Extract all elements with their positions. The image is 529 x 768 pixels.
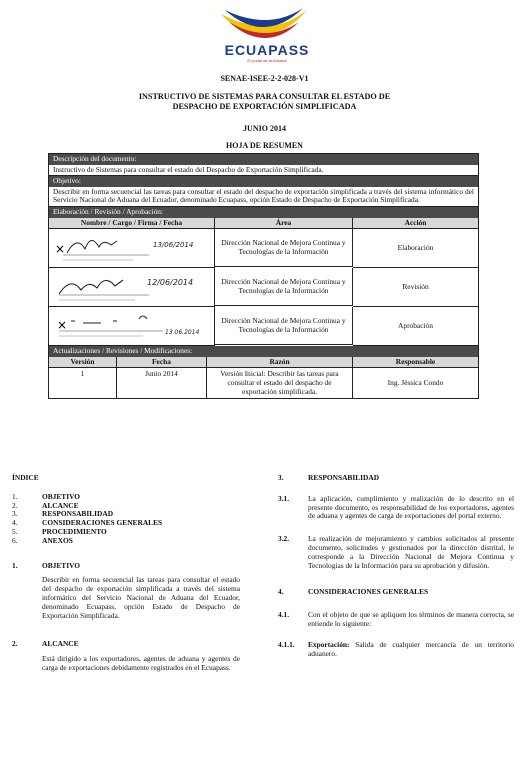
logo-swoosh-icon [219,6,311,44]
version-cell: 1 [49,368,117,398]
approval-grid [49,218,478,347]
handwritten-signature [53,270,153,304]
updates-grid [49,357,478,398]
approval-label: Elaboración / Revisión / Aprobación: [49,207,478,218]
logo-wordmark: ECUAPASS [224,42,310,58]
right-column [278,474,514,658]
area-cell: Dirección Nacional de Mejora Continua y Tecnologías de la Información [215,229,353,267]
summary-table [48,153,479,399]
col-name-header: Nombre / Cargo / Firma / Fecha [49,218,215,230]
signature-date: 12/06/2014 [147,278,194,288]
updates-label: Actualizaciones / Revisiones / Modificaciones: [49,346,478,357]
handwritten-signature [53,231,153,265]
col-area-header: Área [215,218,353,230]
document-title [0,92,529,112]
term-definition: Salida de cualquier mercancía de un territorio aduanero. [308,639,514,658]
fecha-cell: Junio 2014 [117,368,207,398]
section-objetivo-heading: 1. OBJETIVO [12,560,81,570]
index-item[interactable]: 4. CONSIDERACIONES GENERALES [12,518,163,528]
col-version-header: Versión [49,357,117,369]
section-objetivo-text: Describir en forma secuencial las tareas para consultar el estado del despacho de exportación simplificada a través del sistema informático del Servicio Nacional de Aduana del Ecuador, denominado Ecuapass, opción Estado de Despacho de Exportación Simplificada. [42,575,240,620]
section-responsabilidad-heading: 3. RESPONSABILIDAD [278,473,380,482]
document-code: SENAE-ISEE-2-2-028-V1 [220,74,309,83]
index-item[interactable]: 5. PROCEDIMIENTO [12,526,107,536]
action-cell: Revisión [353,268,478,307]
index-item[interactable]: 6. ANEXOS [12,535,73,545]
section-3-1: 3.1. La aplicación, cumplimiento y realización de lo descrito en el presente documento, es responsabilidad de los exportadores, agentes de aduana y agentes de carga de exportaciones del portal externo. [278,493,514,521]
description-text: Instructivo de Sistemas para consultar el estado del Despacho de Exportación Simplificada. [49,165,478,177]
ecuapass-logo [205,6,325,68]
col-responsable-header: Responsable [353,357,478,369]
document-date: JUNIO 2014 [243,124,286,133]
svg-text:×: × [55,242,66,257]
section-alcance-text: Está dirigido a los exportadores, agentes de aduana y agentes de carga de exportaciones debidamente registrados en el Ecuapass. [42,654,240,672]
index-list [12,493,240,546]
section-3-2: 3.2. La realización de mejoramiento y cambios solicitados al presente documento, solicitudes y gestionados por la dirección distrital, le corresponde a la Dirección Nacional de Mejora Continua y Tecnologías de la Información para su aprobación y difusión. [278,534,514,570]
signature-date: 13.06.2014 [165,329,200,337]
index-item[interactable]: 2. ALCANCE [12,500,79,510]
description-label: Descripción del documento: [49,154,478,165]
col-fecha-header: Fecha [117,357,207,369]
section-consideraciones-heading: 4. CONSIDERACIONES GENERALES [278,587,429,597]
section-alcance-heading: 2. ALCANCE [12,639,79,649]
col-razon-header: Razón [207,357,353,369]
signature-cell-3 [49,307,215,346]
responsable-cell: Ing. Jéssica Condo [387,377,444,387]
razon-cell: Versión Inicial: Describir las tareas para consultar el estado del despacho de exportación simplificada. [207,368,353,398]
area-cell: Dirección Nacional de Mejora Continua y Tecnologías de la Información [215,268,353,306]
action-cell: Aprobación [353,307,478,346]
summary-title: HOJA DE RESUMEN [226,141,303,150]
index-heading: ÍNDICE [12,473,39,482]
logo-tagline: El portal de la Aduana [247,58,287,63]
term-label: Exportación: [308,639,350,649]
title-line-2: DESPACHO DE EXPORTACIÓN SIMPLIFICADA [172,102,357,111]
col-action-header: Acción [353,218,478,230]
section-4-1-1: 4.1.1. Exportación: Salida de cualquier mercancía de un territorio aduanero. [278,639,514,658]
signature-date: 13/06/2014 [153,241,194,250]
left-column [12,474,240,673]
objective-label: Objetivo: [49,176,478,187]
area-cell: Dirección Nacional de Mejora Continua y Tecnologías de la Información [215,307,353,345]
svg-text:×: × [57,318,68,333]
signature-cell-1 [49,229,215,268]
title-line-1: INSTRUCTIVO DE SISTEMAS PARA CONSULTAR EL ESTADO DE [138,92,391,101]
objective-text: Describir en forma secuencial las tareas para consultar el estado del despacho de exportación simplificada a través del sistema informático del Servicio Nacional de Aduana del Ecuador, denominado Ecuapass, opción Estado de Despacho de Exportación Simplificada. [49,187,478,207]
signature-cell-2 [49,268,215,307]
index-item[interactable]: 1. OBJETIVO [12,491,81,501]
index-item[interactable]: 3. RESPONSABILIDAD [12,509,114,519]
action-cell: Elaboración [353,229,478,268]
section-4-1: 4.1. Con el objeto de que se apliquen los términos de manera correcta, se entiende lo siguiente: [278,610,514,628]
handwritten-signature [53,309,173,343]
